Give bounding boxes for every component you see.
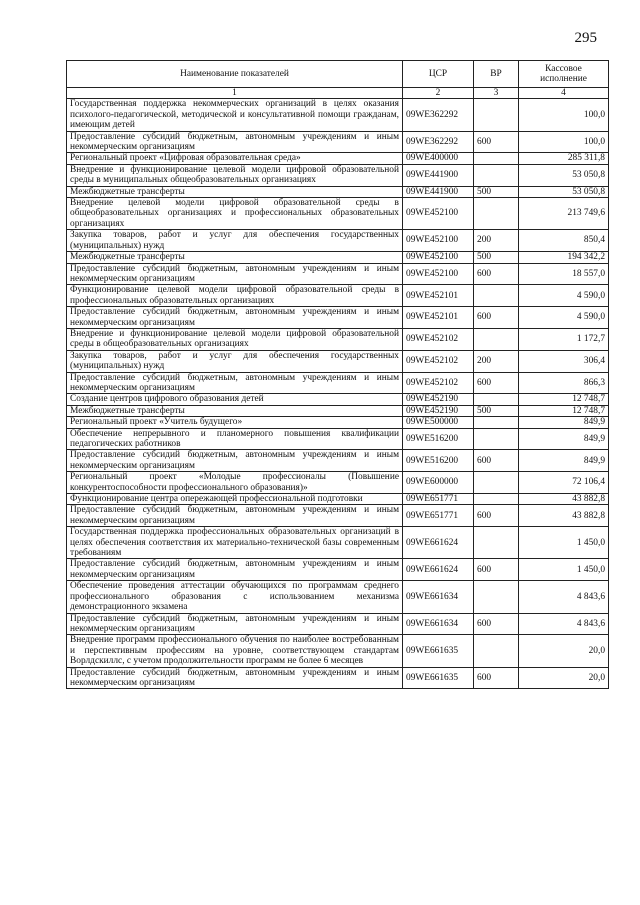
row-name-cell: Государственная поддержка некоммерческих организаций в целях оказания психолого-педагогической, методической и консультативной помощи гражданам, имеющим детей [67,99,403,131]
row-vr-cell [474,417,519,428]
table-row [67,527,609,559]
row-vr-cell [474,99,519,131]
table-row [67,164,609,186]
row-sum-cell: 100,0 [519,131,609,153]
row-csr-cell: 09WE452100 [403,230,474,252]
row-sum-cell: 72 106,4 [519,472,609,494]
row-name-cell: Предоставление субсидий бюджетным, автономным учреждениям и иным некоммерческим организациям [67,131,403,153]
row-name-cell: Региональный проект «Молодые профессионалы (Повышение конкурентоспособности профессионального образования)» [67,472,403,494]
row-name-cell: Внедрение программ профессионального обучения по наиболее востребованным и перспективным профессиям на уровне, соответствующем стандартам Ворлдскиллс, с учетом продолжительности программ не более 6 месяцев [67,635,403,667]
row-sum-cell: 4 843,6 [519,613,609,635]
column-number: 2 [403,88,474,99]
row-name-cell: Закупка товаров, работ и услуг для обеспечения государственных (муниципальных) нужд [67,230,403,252]
row-name-cell: Государственная поддержка профессиональных образовательных организаций в целях обеспечения соответствия их материально-технической базы современным требованиям [67,527,403,559]
row-vr-cell: 600 [474,667,519,689]
header-name: Наименование показателей [67,61,403,88]
row-sum-cell: 20,0 [519,635,609,667]
table-row [67,472,609,494]
row-sum-cell: 194 342,2 [519,252,609,263]
row-name-cell: Обеспечение непрерывного и планомерного повышения квалификации педагогических работников [67,428,403,450]
row-vr-cell [474,394,519,405]
row-name-cell: Внедрение целевой модели цифровой образовательной среды в общеобразовательных организациях и профессиональных образовательных организациях [67,198,403,230]
row-vr-cell: 600 [474,505,519,527]
table-row [67,252,609,263]
row-csr-cell: 09WE661624 [403,559,474,581]
row-csr-cell: 09WE452102 [403,350,474,372]
row-sum-cell: 4 843,6 [519,581,609,613]
table-row [67,230,609,252]
row-name-cell: Региональный проект «Учитель будущего» [67,417,403,428]
row-vr-cell: 600 [474,372,519,394]
column-number: 3 [474,88,519,99]
header-row [67,61,609,88]
row-csr-cell: 09WE661634 [403,581,474,613]
row-csr-cell: 09WE362292 [403,131,474,153]
row-name-cell: Внедрение и функционирование целевой модели цифровой образовательной среды в муниципальных общеобразовательных организациях [67,164,403,186]
table-row [67,307,609,329]
row-vr-cell [474,328,519,350]
table-row [67,417,609,428]
row-name-cell: Закупка товаров, работ и услуг для обеспечения государственных (муниципальных) нужд [67,350,403,372]
row-vr-cell: 500 [474,252,519,263]
row-name-cell: Предоставление субсидий бюджетным, автономным учреждениям и иным некоммерческим организациям [67,450,403,472]
row-sum-cell: 1 450,0 [519,527,609,559]
row-name-cell: Функционирование центра опережающей профессиональной подготовки [67,494,403,505]
row-vr-cell: 500 [474,405,519,416]
table-row [67,505,609,527]
row-vr-cell: 600 [474,131,519,153]
row-csr-cell: 09WE452100 [403,198,474,230]
row-sum-cell: 213 749,6 [519,198,609,230]
row-name-cell: Предоставление субсидий бюджетным, автономным учреждениям и иным некоммерческим организациям [67,263,403,285]
row-name-cell: Предоставление субсидий бюджетным, автономным учреждениям и иным некоммерческим организациям [67,667,403,689]
row-name-cell: Предоставление субсидий бюджетным, автономным учреждениям и иным некоммерческим организациям [67,559,403,581]
row-sum-cell: 285 311,8 [519,153,609,164]
row-sum-cell: 53 050,8 [519,186,609,197]
row-csr-cell: 09WE651771 [403,505,474,527]
table-row [67,99,609,131]
header-vr: ВР [474,61,519,88]
table-row [67,186,609,197]
row-vr-cell [474,581,519,613]
row-name-cell: Межбюджетные трансферты [67,405,403,416]
row-vr-cell [474,164,519,186]
row-csr-cell: 09WE452102 [403,372,474,394]
row-csr-cell: 09WE452101 [403,307,474,329]
header-cash-execution: Кассовое исполнение [519,61,609,88]
row-sum-cell: 43 882,8 [519,505,609,527]
row-vr-cell [474,198,519,230]
row-vr-cell [474,285,519,307]
row-sum-cell: 306,4 [519,350,609,372]
table-row [67,350,609,372]
table-row [67,450,609,472]
row-vr-cell: 200 [474,350,519,372]
row-name-cell: Предоставление субсидий бюджетным, автономным учреждениям и иным некоммерческим организациям [67,505,403,527]
row-sum-cell: 866,3 [519,372,609,394]
row-csr-cell: 09WE516200 [403,428,474,450]
row-sum-cell: 1 172,7 [519,328,609,350]
table-row [67,428,609,450]
table-row [67,372,609,394]
row-name-cell: Предоставление субсидий бюджетным, автономным учреждениям и иным некоммерческим организациям [67,372,403,394]
row-csr-cell: 09WE516200 [403,450,474,472]
row-sum-cell: 849,9 [519,450,609,472]
row-name-cell: Функционирование целевой модели цифровой образовательной среды в профессиональных образовательных организациях [67,285,403,307]
row-vr-cell: 500 [474,186,519,197]
row-csr-cell: 09WE452100 [403,252,474,263]
row-csr-cell: 09WE452100 [403,263,474,285]
row-name-cell: Обеспечение проведения аттестации обучающихся по программам среднего профессионального образования с использованием механизма демонстрационного экзамена [67,581,403,613]
row-sum-cell: 4 590,0 [519,307,609,329]
row-csr-cell: 09WE441900 [403,164,474,186]
page-number: 295 [574,30,597,46]
table-row [67,285,609,307]
row-vr-cell [474,527,519,559]
row-name-cell: Предоставление субсидий бюджетным, автономным учреждениям и иным некоммерческим организациям [67,613,403,635]
column-number: 1 [67,88,403,99]
row-name-cell: Предоставление субсидий бюджетным, автономным учреждениям и иным некоммерческим организациям [67,307,403,329]
row-vr-cell [474,153,519,164]
row-csr-cell: 09WE452190 [403,394,474,405]
table-row [67,153,609,164]
table-row [67,328,609,350]
row-sum-cell: 53 050,8 [519,164,609,186]
table-row [67,635,609,667]
row-vr-cell: 600 [474,559,519,581]
table-row [67,263,609,285]
row-sum-cell: 12 748,7 [519,394,609,405]
table-row [67,613,609,635]
row-vr-cell: 600 [474,263,519,285]
row-name-cell: Региональный проект «Цифровая образовательная среда» [67,153,403,164]
row-csr-cell: 09WE661634 [403,613,474,635]
row-csr-cell: 09WE452102 [403,328,474,350]
row-csr-cell: 09WE500000 [403,417,474,428]
table-row [67,131,609,153]
table-row [67,667,609,689]
row-name-cell: Создание центров цифрового образования детей [67,394,403,405]
row-csr-cell: 09WE362292 [403,99,474,131]
table-row [67,494,609,505]
row-vr-cell [474,494,519,505]
row-vr-cell: 600 [474,613,519,635]
row-vr-cell: 200 [474,230,519,252]
budget-execution-table [66,60,609,689]
row-csr-cell: 09WE600000 [403,472,474,494]
table-row [67,198,609,230]
column-number-row [67,88,609,99]
row-csr-cell: 09WE651771 [403,494,474,505]
row-vr-cell [474,428,519,450]
table-row [67,581,609,613]
row-vr-cell: 600 [474,450,519,472]
row-sum-cell: 4 590,0 [519,285,609,307]
row-sum-cell: 12 748,7 [519,405,609,416]
row-sum-cell: 43 882,8 [519,494,609,505]
row-csr-cell: 09WE452101 [403,285,474,307]
row-vr-cell [474,472,519,494]
row-csr-cell: 09WE441900 [403,186,474,197]
table-body [67,99,609,689]
row-csr-cell: 09WE452190 [403,405,474,416]
row-sum-cell: 20,0 [519,667,609,689]
row-name-cell: Межбюджетные трансферты [67,252,403,263]
column-number: 4 [519,88,609,99]
row-sum-cell: 1 450,0 [519,559,609,581]
row-vr-cell [474,635,519,667]
table-row [67,559,609,581]
table-row [67,405,609,416]
row-csr-cell: 09WE661624 [403,527,474,559]
row-sum-cell: 849,9 [519,428,609,450]
table-row [67,394,609,405]
row-csr-cell: 09WE400000 [403,153,474,164]
row-sum-cell: 18 557,0 [519,263,609,285]
header-csr: ЦСР [403,61,474,88]
row-sum-cell: 850,4 [519,230,609,252]
row-csr-cell: 09WE661635 [403,667,474,689]
row-name-cell: Внедрение и функционирование целевой модели цифровой образовательной среды в общеобразовательных организациях [67,328,403,350]
row-vr-cell: 600 [474,307,519,329]
row-sum-cell: 849,9 [519,417,609,428]
row-name-cell: Межбюджетные трансферты [67,186,403,197]
row-csr-cell: 09WE661635 [403,635,474,667]
row-sum-cell: 100,0 [519,99,609,131]
